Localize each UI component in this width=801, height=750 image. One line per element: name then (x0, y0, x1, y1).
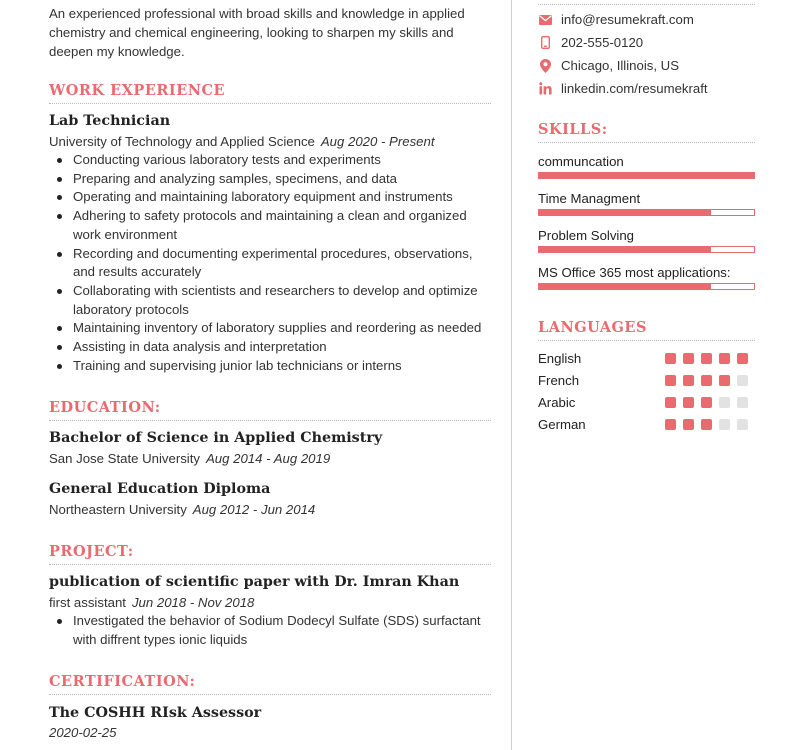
languages-heading: LANGUAGES (538, 319, 755, 341)
rating-dot (683, 353, 694, 364)
language-row (538, 395, 755, 410)
project-role-name: first assistant (49, 595, 126, 610)
school-name: San Jose State University (49, 451, 200, 466)
rating-dot (737, 397, 748, 408)
certification-date: 2020-02-25 (49, 725, 117, 740)
skill-name: MS Office 365 most applications: (538, 265, 731, 280)
rating-dot (665, 419, 676, 430)
rating-dot (719, 419, 730, 430)
skill-name: Time Managment (538, 191, 641, 206)
location-text: Chicago, Illinois, US (561, 58, 680, 73)
contact-phone[interactable] (538, 35, 643, 50)
list-item: Training and supervising junior lab technicians or interns (73, 357, 491, 376)
rating-dot (701, 397, 712, 408)
skill-bar-fill (539, 284, 711, 289)
rating-dot (737, 353, 748, 364)
employer-name: University of Technology and Applied Science (49, 134, 315, 149)
list-item: Preparing and analyzing samples, specimens, and data (73, 170, 491, 189)
map-pin-icon (538, 59, 552, 73)
rating-dot (737, 419, 748, 430)
skill-bar-fill (539, 173, 754, 178)
skill-name: Problem Solving (538, 228, 635, 243)
degree-school (49, 502, 315, 517)
rating-dot (665, 353, 676, 364)
skills-heading: SKILLS: (538, 121, 755, 143)
certification-heading: CERTIFICATION: (49, 673, 491, 695)
phone-icon (538, 36, 552, 50)
column-divider (511, 0, 512, 750)
list-item: Operating and maintaining laboratory equipment and instruments (73, 188, 491, 207)
language-name: German (538, 417, 586, 432)
rating-dot (701, 375, 712, 386)
phone-text: 202-555-0120 (561, 35, 644, 50)
rating-dot (665, 397, 676, 408)
rating-dot (719, 397, 730, 408)
list-item: Maintaining inventory of laboratory supplies and reordering as needed (73, 319, 491, 338)
contact-divider (538, 4, 755, 5)
job-duties (49, 151, 491, 375)
degree-title: Bachelor of Science in Applied Chemistry (49, 430, 383, 446)
language-rating (665, 397, 755, 408)
school-name: Northeastern University (49, 502, 187, 517)
envelope-icon (538, 13, 552, 27)
job-date: Aug 2020 - Present (320, 134, 435, 149)
list-item: Adhering to safety protocols and maintaining a clean and organized work environment (73, 207, 491, 244)
job-title: Lab Technician (49, 113, 171, 129)
project-title: publication of scientific paper with Dr. Imran Khan (49, 574, 460, 590)
job-employer (49, 134, 435, 149)
linkedin-icon (538, 82, 552, 96)
certification-title: The COSHH RIsk Assessor (49, 705, 262, 721)
language-row (538, 373, 755, 388)
contact-location (538, 58, 679, 73)
summary: An experienced professional with broad skills and knowledge in applied chemistry and chemical engineering, looking to sharpen my skills and deepen my knowledge. (49, 6, 465, 59)
degree-date: Aug 2014 - Aug 2019 (206, 451, 331, 466)
language-name: English (538, 351, 582, 366)
skill-bar (538, 209, 755, 216)
rating-dot (737, 375, 748, 386)
list-item: Assisting in data analysis and interpretation (73, 338, 491, 357)
degree-title: General Education Diploma (49, 481, 271, 497)
rating-dot (683, 419, 694, 430)
rating-dot (719, 375, 730, 386)
skill-name: communcation (538, 154, 624, 169)
language-rating (665, 353, 755, 364)
email-text: info@resumekraft.com (561, 12, 694, 27)
project-details (49, 612, 491, 649)
rating-dot (683, 375, 694, 386)
degree-school (49, 451, 330, 466)
language-row (538, 417, 755, 432)
rating-dot (701, 419, 712, 430)
contact-linkedin[interactable] (538, 81, 708, 96)
list-item: Collaborating with scientists and researchers to develop and optimize laboratory protocols (73, 282, 491, 319)
contact-email[interactable] (538, 12, 694, 27)
skill-bar-fill (539, 247, 711, 252)
degree-date: Aug 2012 - Jun 2014 (192, 502, 316, 517)
list-item: Recording and documenting experimental procedures, observations, and results accurately (73, 245, 491, 282)
skill-bar (538, 283, 755, 290)
language-name: Arabic (538, 395, 576, 410)
project-role (49, 595, 254, 610)
project-heading: PROJECT: (49, 543, 491, 565)
rating-dot (665, 375, 676, 386)
language-rating (665, 375, 755, 386)
skill-bar (538, 172, 755, 179)
work-experience-heading: WORK EXPERIENCE (49, 82, 491, 104)
education-heading: EDUCATION: (49, 399, 491, 421)
language-rating (665, 419, 755, 430)
skill-bar (538, 246, 755, 253)
language-name: French (538, 373, 580, 388)
rating-dot (701, 353, 712, 364)
rating-dot (683, 397, 694, 408)
list-item: Conducting various laboratory tests and experiments (73, 151, 491, 170)
project-date: Jun 2018 - Nov 2018 (131, 595, 255, 610)
language-row (538, 351, 755, 366)
skill-bar-fill (539, 210, 711, 215)
list-item: Investigated the behavior of Sodium Dodecyl Sulfate (SDS) surfactant with diffrent types ionic liquids (73, 612, 491, 649)
rating-dot (719, 353, 730, 364)
linkedin-text: linkedin.com/resumekraft (561, 81, 708, 96)
